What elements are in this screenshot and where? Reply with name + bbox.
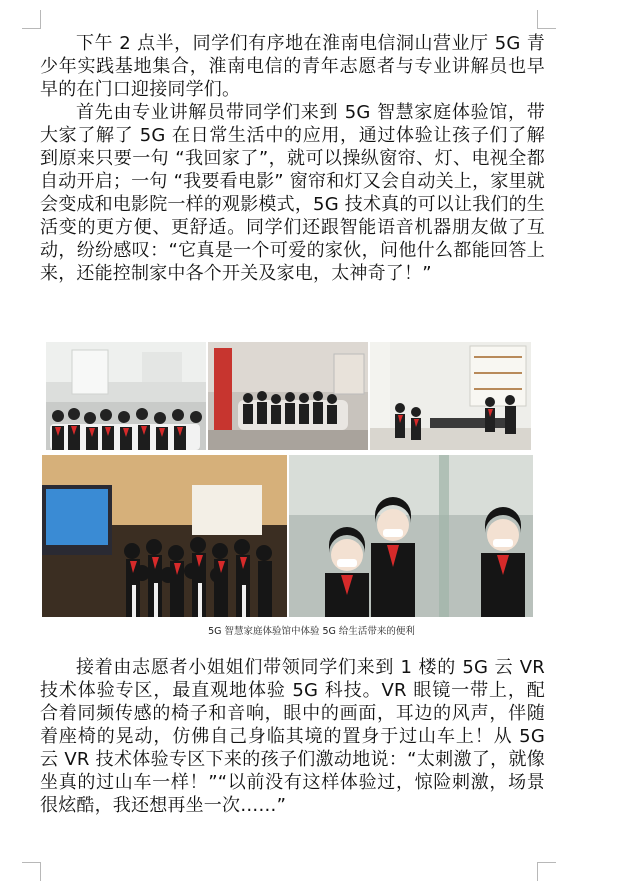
photo-caption: 5G 智慧家庭体验馆中体验 5G 给生活带来的便利 xyxy=(208,626,415,637)
children-at-dining-table-photo xyxy=(370,342,531,450)
crop-mark-top-left xyxy=(22,10,41,29)
paragraph-vr: 接着由志愿者小姐姐们带领同学们来到 1 楼的 5G 云 VR 技术体验专区，最直观地体验 5G 科技。VR 眼镜一带上，配合着同频传感的椅子和音响，眼中的画面，耳边的风声，伴随着座椅的晃动，仿佛自己身临其境的置身于过山车上！从 5G 云 VR 技术体验专区下来的孩子们激动地说：“太刺激了，就像坐真的过山车一样！”“以前没有这样体验过，惊险刺激，场景很炫酷，我还想再坐一次……” xyxy=(40,657,545,816)
crop-mark-top-right xyxy=(537,10,556,29)
paragraph-smart-home: 首先由专业讲解员带同学们来到 5G 智慧家庭体验馆，带大家了解了 5G 在日常生活中的应用，通过体验让孩子们了解到原来只要一句 “我回家了”，就可以操纵窗帘、灯、电视全都自动开启；一句 “我要看电影” 窗帘和灯又会自动关上，家里就会变成和电影院一样的观影模式，5G 技术真的可以让我们的生活变的更方便、更舒适。同学们还跟智能语音机器朋友做了互动，纷纷感叹：“它真是一个可爱的家伙，问他什么都能回答上来，还能控制家中各个开关及家电，太神奇了！” xyxy=(40,102,545,284)
children-in-dark-room-photo xyxy=(42,455,287,617)
crop-mark-bottom-right xyxy=(537,862,556,881)
children-group-photo xyxy=(46,342,206,450)
children-on-sofa-photo xyxy=(208,342,368,450)
paragraph-intro: 下午 2 点半，同学们有序地在淮南电信洞山营业厅 5G 青少年实践基地集合，淮南电信的青年志愿者与专业讲解员也早早的在门口迎接同学们。 xyxy=(40,33,545,100)
children-closeup-photo xyxy=(289,455,533,617)
crop-mark-bottom-left xyxy=(22,862,41,881)
